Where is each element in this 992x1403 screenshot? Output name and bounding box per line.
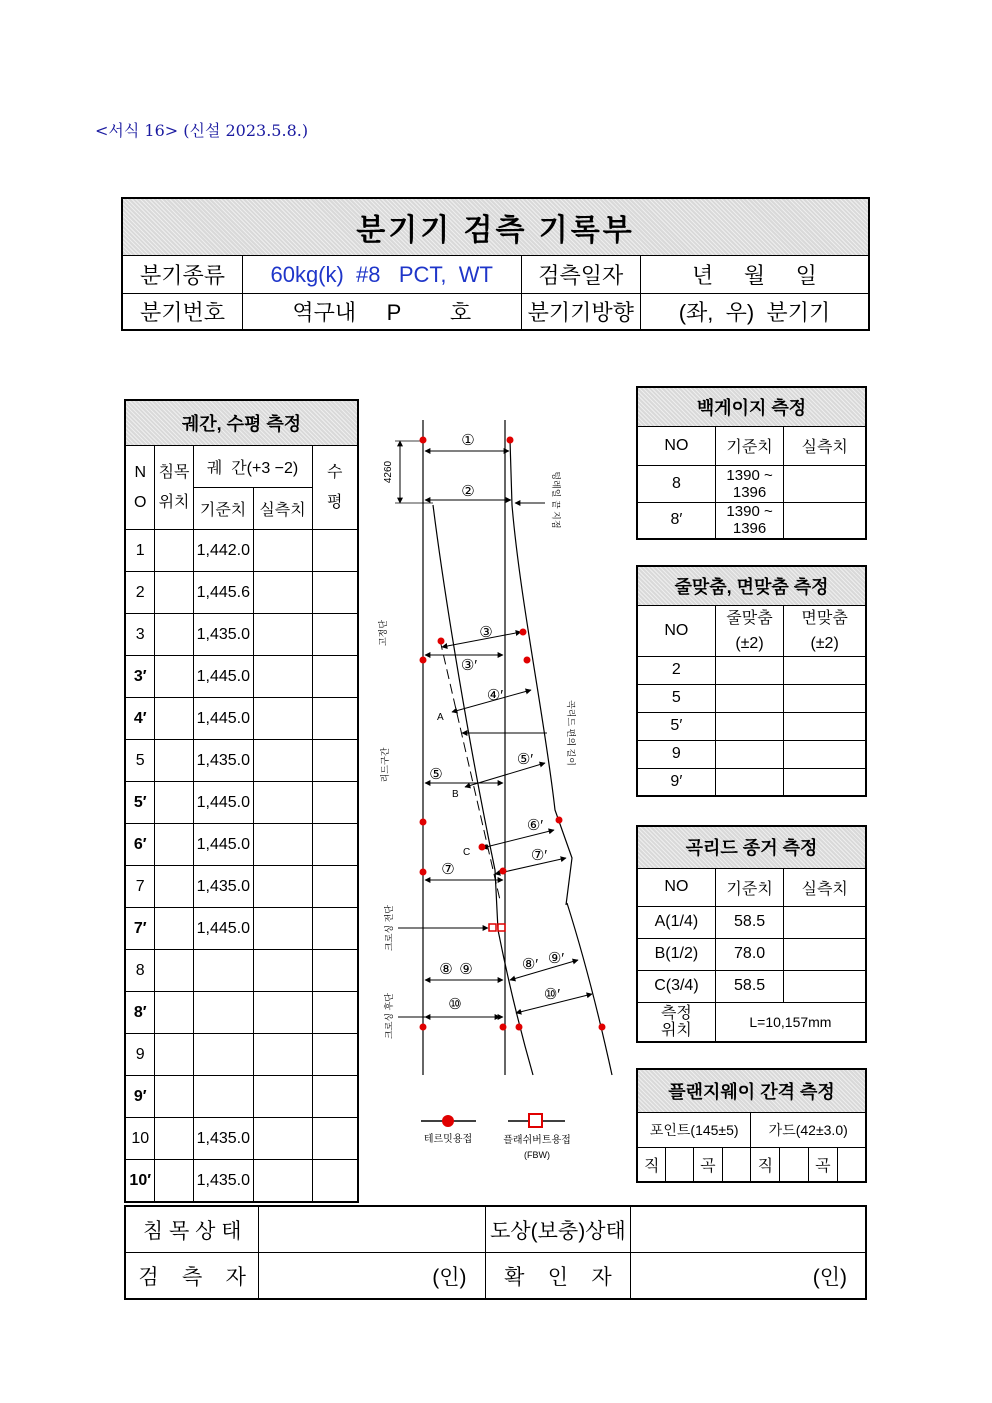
flangeway-point-curve-label: 곡 <box>693 1147 722 1182</box>
backgauge-table <box>636 386 867 540</box>
gauge-row-no: 5′ <box>125 782 155 824</box>
gauge-row-base: 1,435.0 <box>193 866 253 908</box>
point-a: A <box>437 712 444 723</box>
inspector-label: 검 측 자 <box>125 1253 259 1300</box>
label-3p: ③ <box>479 624 493 641</box>
col-gauge: 궤 간(+3 −2) <box>193 446 312 488</box>
label-4p: ④′ <box>486 687 504 704</box>
label-2: ② <box>461 483 475 500</box>
flangeway-point-curve-value[interactable] <box>722 1147 751 1182</box>
flangeway-title: 플랜지웨이 간격 측정 <box>637 1069 866 1112</box>
gauge-row <box>125 1160 358 1203</box>
alignment-row <box>637 684 866 712</box>
gauge-row-no: 7 <box>125 866 155 908</box>
alignment-row-surface[interactable] <box>784 740 866 768</box>
label-5p: ⑤′ <box>516 751 534 768</box>
flangeway-guard-curve-value[interactable] <box>837 1147 866 1182</box>
diverge-rail-outer <box>510 440 572 905</box>
backgauge-col-no: NO <box>637 426 715 465</box>
gauge-row-actual[interactable] <box>253 698 312 740</box>
fixed-end-label: 고정단 <box>378 619 388 647</box>
gauge-row-base: 1,445.0 <box>193 908 253 950</box>
legend-fbw-text: 플래쉬버트용접 <box>503 1135 571 1146</box>
alignment-row-surface[interactable] <box>784 768 866 796</box>
gauge-row-no: 9′ <box>125 1076 155 1118</box>
flangeway-guard-label: 가드(42±3.0) <box>751 1112 866 1147</box>
curve-row-no: A(1/4) <box>637 906 715 938</box>
gauge-row <box>125 950 358 992</box>
gauge-row <box>125 866 358 908</box>
alignment-row-line[interactable] <box>715 684 783 712</box>
gauge-row-level[interactable] <box>312 740 358 782</box>
gauge-row-level[interactable] <box>312 1160 358 1203</box>
flangeway-point-straight-label: 직 <box>637 1147 666 1182</box>
inspection-date-value[interactable]: 년 월 일 <box>640 256 869 294</box>
label-7p: ⑦′ <box>530 847 548 864</box>
crossing-front-label: 크로싱 전단 <box>384 905 394 951</box>
turnout-number-label: 분기번호 <box>122 294 242 330</box>
gauge-row-base <box>193 1076 253 1118</box>
gauge-row-base: 1,445.0 <box>193 782 253 824</box>
backgauge-row-base: 1390 ~ 1396 <box>715 502 784 539</box>
gauge-row-no: 9 <box>125 1034 155 1076</box>
gauge-row-tie[interactable] <box>155 1118 193 1160</box>
gauge-row-base: 1,435.0 <box>193 1118 253 1160</box>
gauge-row <box>125 992 358 1034</box>
gauge-row-tie[interactable] <box>155 866 193 908</box>
col-tie-position: 침목 위치 <box>155 446 193 530</box>
turnout-type-label: 분기종류 <box>122 256 242 294</box>
gauge-row-no: 7′ <box>125 908 155 950</box>
gauge-row-tie[interactable] <box>155 1076 193 1118</box>
curve-title: 곡리드 종거 측정 <box>637 826 866 868</box>
curve-pos-value: L=10,157mm <box>715 1002 866 1042</box>
gauge-row <box>125 698 358 740</box>
label-8: ⑧ <box>439 961 453 978</box>
curve-lead-table <box>636 825 867 1043</box>
curve-row <box>637 938 866 970</box>
curve-col-no: NO <box>637 868 715 906</box>
gauge-row-tie[interactable] <box>155 824 193 866</box>
gauge-row-level[interactable] <box>312 572 358 614</box>
alignment-row <box>637 712 866 740</box>
gauge-row-tie[interactable] <box>155 656 193 698</box>
gauge-row <box>125 656 358 698</box>
lead-curve-label: 곡리드 편의 길이 <box>566 700 576 766</box>
gauge-row <box>125 572 358 614</box>
label-9: ⑨ <box>459 961 473 978</box>
alignment-col-line: 줄맞춤 (±2) <box>715 605 783 656</box>
alignment-row-no: 2 <box>637 656 715 684</box>
gauge-row-actual[interactable] <box>253 530 312 572</box>
flangeway-guard-curve-label: 곡 <box>808 1147 837 1182</box>
gauge-row-tie[interactable] <box>155 782 193 824</box>
crossing-rear-label: 크로싱 후단 <box>384 993 394 1039</box>
gauge-row-tie[interactable] <box>155 698 193 740</box>
alignment-row-surface[interactable] <box>784 684 866 712</box>
gauge-row-base: 1,445.0 <box>193 656 253 698</box>
gauge-row-level[interactable] <box>312 950 358 992</box>
gauge-row-no: 3′ <box>125 656 155 698</box>
gauge-row <box>125 782 358 824</box>
label-7: ⑦ <box>441 861 455 878</box>
gauge-row-base: 1,435.0 <box>193 614 253 656</box>
confirmer-seal[interactable]: (인) <box>631 1253 866 1300</box>
label-5: ⑤ <box>429 766 443 783</box>
flangeway-point-straight-value[interactable] <box>666 1147 694 1182</box>
gauge-row <box>125 1076 358 1118</box>
alignment-row-no: 5′ <box>637 712 715 740</box>
alignment-row-line[interactable] <box>715 768 783 796</box>
alignment-row-surface[interactable] <box>784 712 866 740</box>
gauge-row-level[interactable] <box>312 1118 358 1160</box>
gauge-row-tie[interactable] <box>155 740 193 782</box>
alignment-row-surface[interactable] <box>784 656 866 684</box>
backgauge-row-no: 8 <box>637 465 715 502</box>
gauge-row-base <box>193 950 253 992</box>
label-9p: ⑨′ <box>547 950 565 967</box>
gauge-row-level[interactable] <box>312 866 358 908</box>
sleeper-status-label: 침 목 상 태 <box>125 1206 259 1253</box>
alignment-row <box>637 740 866 768</box>
flangeway-guard-straight-label: 직 <box>751 1147 780 1182</box>
turnout-diagram <box>375 400 635 1170</box>
gauge-row-tie[interactable] <box>155 572 193 614</box>
gauge-row-no: 10 <box>125 1118 155 1160</box>
turnout-number-value[interactable]: 역구내 P 호 <box>242 294 521 330</box>
point-b: B <box>452 789 459 800</box>
alignment-title: 줄맞춤, 면맞춤 측정 <box>637 566 866 605</box>
legend <box>421 1114 571 1160</box>
backgauge-row-base: 1390 ~ 1396 <box>715 465 784 502</box>
label-10: ⑩ <box>448 996 462 1013</box>
turnout-type-value: 60kg(k) #8 PCT, WT <box>242 256 521 294</box>
diverge-rail-inner <box>433 505 533 1075</box>
page-title: 분기기 검측 기록부 <box>122 198 869 256</box>
gauge-row-base: 1,445.0 <box>193 824 253 866</box>
gauge-row-base: 1,445.6 <box>193 572 253 614</box>
inspector-seal[interactable]: (인) <box>259 1253 485 1300</box>
gauge-row <box>125 1118 358 1160</box>
gauge-row-base: 1,445.0 <box>193 698 253 740</box>
gauge-row-tie[interactable] <box>155 992 193 1034</box>
gauge-row-no: 5 <box>125 740 155 782</box>
ballast-status-value[interactable] <box>631 1206 866 1253</box>
lead-section-label: 리드구간 <box>380 747 390 783</box>
gauge-row-no: 8 <box>125 950 155 992</box>
gauge-row-actual[interactable] <box>253 782 312 824</box>
label-8p: ⑧′ <box>521 956 539 973</box>
curve-row-no: B(1/2) <box>637 938 715 970</box>
gauge-row-actual[interactable] <box>253 950 312 992</box>
gauge-row-actual[interactable] <box>253 656 312 698</box>
curve-row <box>637 906 866 938</box>
circled-labels <box>429 432 564 1013</box>
alignment-row-line[interactable] <box>715 712 783 740</box>
dim-4260-text: 4260 <box>383 460 394 484</box>
label-1: ① <box>461 432 475 449</box>
gauge-row-actual[interactable] <box>253 992 312 1034</box>
gauge-row-tie[interactable] <box>155 530 193 572</box>
backgauge-title: 백게이지 측정 <box>637 387 866 426</box>
tongue-end-label: 텅레일 끝 지점 <box>551 471 561 529</box>
curve-row-actual[interactable] <box>784 970 866 1002</box>
curve-row-actual[interactable] <box>784 938 866 970</box>
ballast-status-label: 도상(보충)상태 <box>485 1206 631 1253</box>
bottom-table <box>124 1205 867 1300</box>
gauge-row-tie[interactable] <box>155 1160 193 1203</box>
alignment-row-no: 9′ <box>637 768 715 796</box>
curve-row-actual[interactable] <box>784 906 866 938</box>
gauge-row <box>125 824 358 866</box>
gauge-row-no: 1 <box>125 530 155 572</box>
alignment-table <box>636 565 867 797</box>
backgauge-col-actual: 실측치 <box>784 426 866 465</box>
thermit-legend-icon <box>442 1115 454 1127</box>
gauge-row-actual[interactable] <box>253 1118 312 1160</box>
flangeway-point-label: 포인트(145±5) <box>637 1112 751 1147</box>
gauge-row-base <box>193 992 253 1034</box>
inspection-date-label: 검측일자 <box>521 256 640 294</box>
col-no: N O <box>125 446 155 530</box>
header-table <box>121 197 870 331</box>
gauge-row <box>125 908 358 950</box>
flangeway-table <box>636 1068 867 1183</box>
gauge-row-level[interactable] <box>312 824 358 866</box>
curve-col-base: 기준치 <box>715 868 784 906</box>
label-6p: ⑥′ <box>526 817 544 834</box>
gauge-row-actual[interactable] <box>253 1034 312 1076</box>
gauge-row-no: 8′ <box>125 992 155 1034</box>
form-reference: <서식 16> (신설 2023.5.8.) <box>95 121 309 140</box>
gauge-level-table <box>124 399 359 1203</box>
gauge-row-level[interactable] <box>312 1034 358 1076</box>
gauge-row-actual[interactable] <box>253 572 312 614</box>
gauge-row-level[interactable] <box>312 1076 358 1118</box>
gauge-table-title: 궤간, 수평 측정 <box>125 400 358 446</box>
gauge-row-level[interactable] <box>312 992 358 1034</box>
curve-row-base: 58.5 <box>715 970 784 1002</box>
turnout-direction-value[interactable]: (좌, 우) 분기기 <box>640 294 869 330</box>
curve-row-base: 78.0 <box>715 938 784 970</box>
gauge-row-tie[interactable] <box>155 1034 193 1076</box>
gauge-row-actual[interactable] <box>253 1160 312 1203</box>
gauge-row-actual[interactable] <box>253 908 312 950</box>
alignment-row <box>637 768 866 796</box>
gauge-row-level[interactable] <box>312 908 358 950</box>
turnout-direction-label: 분기기방향 <box>521 294 640 330</box>
gauge-row-no: 10′ <box>125 1160 155 1203</box>
gauge-row-base <box>193 1034 253 1076</box>
gauge-row-no: 2 <box>125 572 155 614</box>
col-base: 기준치 <box>193 488 253 530</box>
curve-row-base: 58.5 <box>715 906 784 938</box>
point-labels <box>437 712 470 858</box>
gauge-row-level[interactable] <box>312 698 358 740</box>
col-actual: 실측치 <box>253 488 312 530</box>
alignment-row-no: 9 <box>637 740 715 768</box>
gauge-row-level[interactable] <box>312 614 358 656</box>
backgauge-row-actual[interactable] <box>784 502 866 539</box>
gauge-row-base: 1,435.0 <box>193 740 253 782</box>
alignment-row-line[interactable] <box>715 740 783 768</box>
gauge-row-actual[interactable] <box>253 740 312 782</box>
alignment-col-no: NO <box>637 605 715 656</box>
point-c: C <box>463 847 471 858</box>
alignment-row <box>637 656 866 684</box>
gauge-row-tie[interactable] <box>155 950 193 992</box>
curve-row <box>637 970 866 1002</box>
legend-thermit-text: 테르밋용접 <box>423 1134 473 1145</box>
gauge-row-base: 1,435.0 <box>193 1160 253 1203</box>
legend-fbw-abbr: (FBW) <box>524 1150 550 1160</box>
gauge-row-actual[interactable] <box>253 1076 312 1118</box>
alignment-row-line[interactable] <box>715 656 783 684</box>
diverge-rail-outer-2 <box>567 903 612 1075</box>
gauge-row-level[interactable] <box>312 782 358 824</box>
gauge-row <box>125 1034 358 1076</box>
sleeper-status-value[interactable] <box>259 1206 485 1253</box>
label-10p: ⑩′ <box>543 986 561 1003</box>
flangeway-guard-straight-value[interactable] <box>780 1147 809 1182</box>
backgauge-col-base: 기준치 <box>715 426 784 465</box>
curve-col-actual: 실측치 <box>784 868 866 906</box>
gauge-row-level[interactable] <box>312 656 358 698</box>
curve-row-no: C(3/4) <box>637 970 715 1002</box>
alignment-col-surface: 면맞춤 (±2) <box>784 605 866 656</box>
gauge-row-level[interactable] <box>312 530 358 572</box>
fbw-legend-icon <box>529 1114 542 1127</box>
backgauge-row-actual[interactable] <box>784 465 866 502</box>
confirmer-label: 확 인 자 <box>485 1253 631 1300</box>
gauge-row-actual[interactable] <box>253 614 312 656</box>
gauge-row-actual[interactable] <box>253 866 312 908</box>
gauge-row <box>125 740 358 782</box>
col-level: 수 평 <box>312 446 358 530</box>
gauge-row-no: 6′ <box>125 824 155 866</box>
alignment-row-no: 5 <box>637 684 715 712</box>
gauge-row-actual[interactable] <box>253 824 312 866</box>
gauge-row-base: 1,442.0 <box>193 530 253 572</box>
label-3: ③′ <box>460 657 478 674</box>
measure-arrows <box>398 451 592 1017</box>
gauge-row-tie[interactable] <box>155 614 193 656</box>
gauge-row-tie[interactable] <box>155 908 193 950</box>
gauge-row <box>125 530 358 572</box>
gauge-row-no: 4′ <box>125 698 155 740</box>
gauge-row-no: 3 <box>125 614 155 656</box>
curve-pos-label: 측정 위치 <box>637 1002 715 1042</box>
fbw-weld-marks <box>489 924 505 931</box>
backgauge-row-no: 8′ <box>637 502 715 539</box>
gauge-row <box>125 614 358 656</box>
